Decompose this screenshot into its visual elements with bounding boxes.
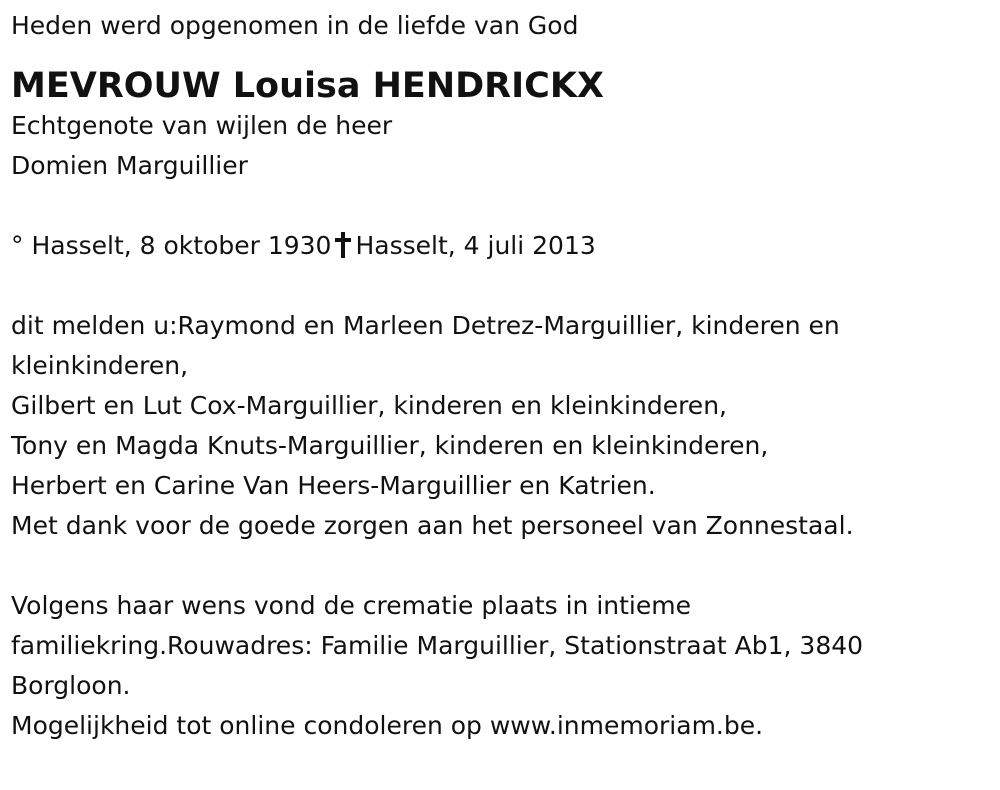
spouse-line-1: Echtgenote van wijlen de heer <box>11 111 393 140</box>
spouse-line-2: Domien Marguillier <box>11 151 248 180</box>
closing-line: familiekring.Rouwadres: Familie Marguillier, Stationstraat Ab1, 3840 <box>11 631 864 660</box>
intro-line: Heden werd opgenomen in de liefde van God <box>11 11 579 40</box>
closing-line: Borgloon. <box>11 671 131 700</box>
spacer <box>11 266 971 306</box>
life-dates <box>11 226 971 266</box>
thanks-line: Met dank voor de goede zorgen aan het personeel van Zonnestaal. <box>11 511 854 540</box>
family-line: Herbert en Carine Van Heers-Marguillier en Katrien. <box>11 471 656 500</box>
family-line: kleinkinderen, <box>11 351 189 380</box>
spacer <box>11 186 971 226</box>
condolence-line: Mogelijkheid tot online condoleren op www.inmemoriam.be. <box>11 711 764 740</box>
birth-date: ° Hasselt, 8 oktober 1930 <box>11 231 332 260</box>
family-line: dit melden u:Raymond en Marleen Detrez-Marguillier, kinderen en <box>11 311 840 340</box>
family-line: Gilbert en Lut Cox-Marguillier, kinderen en kleinkinderen, <box>11 391 727 420</box>
deceased-name: MEVROUW Louisa HENDRICKX <box>11 66 604 106</box>
cross-icon <box>333 232 353 258</box>
spacer <box>11 546 971 586</box>
closing-line: Volgens haar wens vond de crematie plaats in intieme <box>11 591 691 620</box>
death-notice <box>11 6 971 746</box>
death-date: Hasselt, 4 juli 2013 <box>355 231 596 260</box>
family-line: Tony en Magda Knuts-Marguillier, kinderen en kleinkinderen, <box>11 431 769 460</box>
